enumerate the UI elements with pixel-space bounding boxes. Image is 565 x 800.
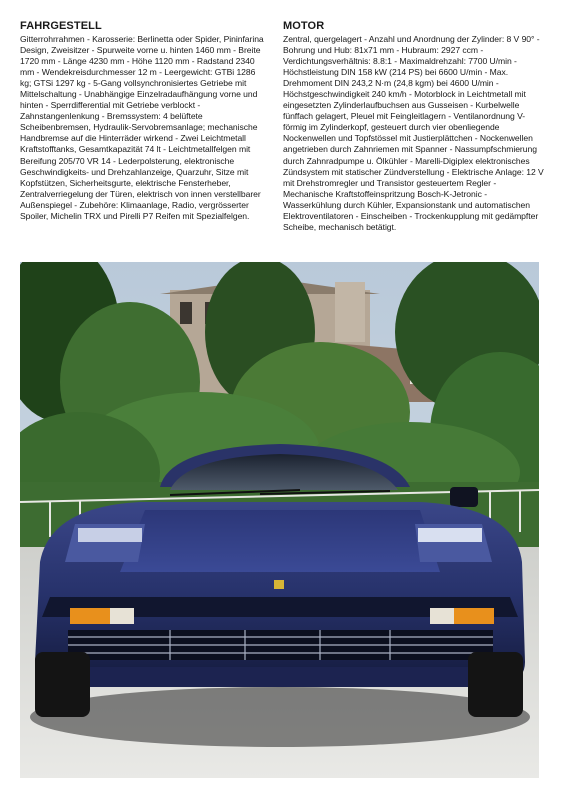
fahrgestell-section <box>20 20 268 222</box>
motor-heading: MOTOR <box>283 20 325 32</box>
motor-section <box>283 20 545 233</box>
motor-text: Zentral, quergelagert - Anzahl und Anordnung der Zylinder: 8 V 90° - Bohrung und Hub: 81x71 mm - Hubraum: 2927 ccm - Verdichtungsverhältnis: 8.8:1 - Maximaldrehzahl: 7700 U/min - Höchstleistung DIN 158 kW (214 PS) bei 6600 U/min - Max. Drehmoment DIN 243,2 N·m (24,8 kgm) bei 4600 U/min - Höchstgeschwindigkeit 240 km/h - Motorblock in Leichtmetall mit eingesetzten Zylinderlaufbuchsen aus Gusseisen - Kurbelwelle fünffach gelagert, Pleuel mit Feingleitlagern - Ventilanordnung V-förmig im Zylinderkopf, gesteuert durch vier obenliegende Nockenwellen und Topfstössel mit Justierplättchen - Nockenwellen angetrieben durch Zahnriemen mit Spanner - Nassumpfschmierung durch Zahnradpumpe u. Ölkühler - Marelli-Digiplex elektronisches Zündsystem mit statischer Zündverstellung - Elektrische Anlage: 12 V mit Drehstromregler und Transistor gesteuertem Regler - Mechanische Kraftstoffeinspritzung Bosch-K-Jetronic - Wasserkühlung durch Kühler, Expansionstank und automatischen Elektroventilatoren - Einscheiben - Trockenkupplung mit gedämpfter Scheibe, mechanisch betätigt. <box>283 34 544 232</box>
fahrgestell-text: Gitterrohrrahmen - Karosserie: Berlinetta oder Spider, Pininfarina Design, Zweisitzer - Spurweite vorne u. hinten 1460 mm - Breite 1720 mm - Länge 4230 mm - Höhe 1120 mm - Radstand 2340 mm - Wendekreisdurchmesser 12 m - Leergewicht: GTBi 1286 kg; GTSi 1297 kg - 5-Gang vollsynchronisiertes Getriebe mit Mittelschaltung - Unabhängige Einzelradaufhängung vorne und hinten - Sperrdifferential mit Getriebe verblockt - Zahnstangenlenkung - Bremssystem: 4 belüftete Scheibenbremsen, Hydraulik-Servobremsanlage; mechanische Handbremse auf die Hinterräder wirkend - Zwei Leichtmetall Kraftstofftanks, Gesamtkapazität 74 lt - Leichtmetallfelgen mit Bereifung 205/70 VR 14 - Lederpolsterung, elektronische Geschwindigkeits- und Drehzahlanzeige, Quarzuhr, Sitze mit Kopfstützen, Sicherheitsgurte, elektrische Fensterheber, Zentralverriegelung der Türen, elektrisch von innen verstellbarer Außenspiegel - Zubehöre: Klimaanlage, Radio, vergrösserter Spoiler, Michelin TRX und Pirelli P7 Reifen mit Spezialfelgen. <box>20 34 264 221</box>
car-front-photo <box>20 262 539 778</box>
fahrgestell-heading: FAHRGESTELL <box>20 20 102 32</box>
car-illustration <box>20 262 539 778</box>
